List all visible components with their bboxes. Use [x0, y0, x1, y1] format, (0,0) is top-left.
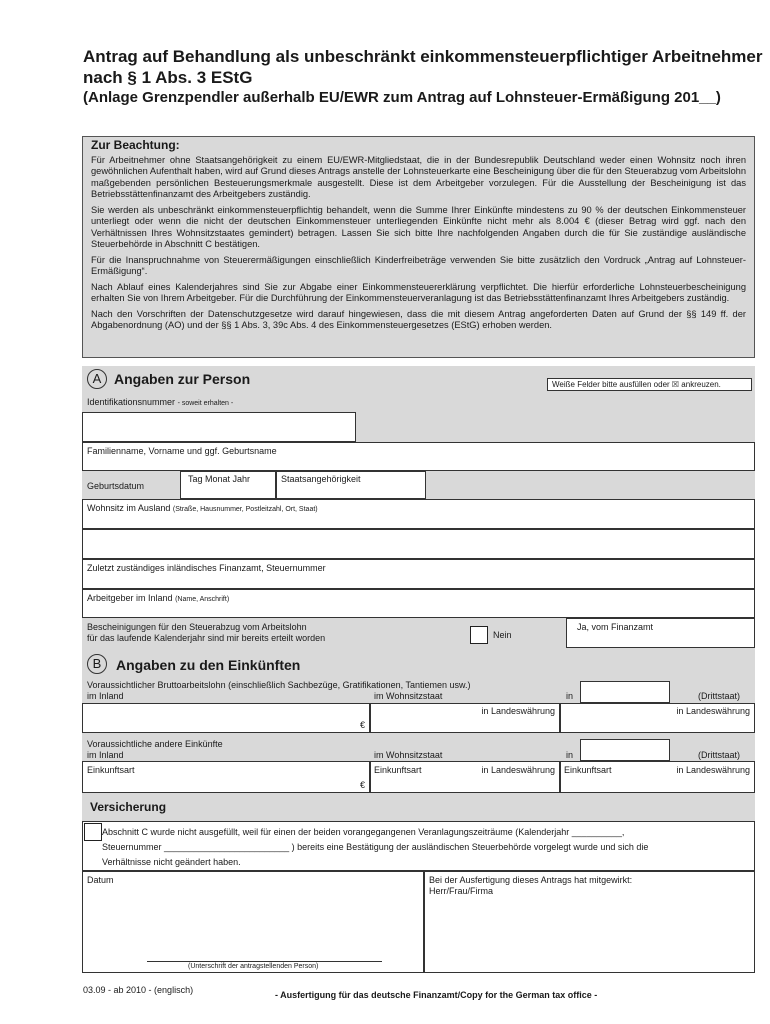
signature-line [147, 961, 382, 962]
insurance-title: Versicherung [90, 800, 167, 814]
form-title: Antrag auf Behandlung als unbeschränkt einkommensteuerpflichtiger Arbeitnehmer nach § 1 Abs. 3 EStG [83, 47, 763, 87]
notice-heading: Zur Beachtung: [91, 138, 180, 152]
id-number-label: Identifikationsnummer - soweit erhalten - [87, 397, 234, 407]
section-a-title: Angaben zur Person [114, 371, 251, 387]
no-label: Nein [493, 630, 512, 640]
local-currency-label: in Landeswährung [676, 765, 750, 775]
id-number-field[interactable] [82, 412, 356, 442]
birthdate-columns: Tag Monat Jahr [188, 474, 251, 484]
local-currency-label: in Landeswährung [481, 706, 555, 716]
residence-field-2[interactable] [82, 529, 755, 559]
residence-state-label: im Wohnsitzstaat [374, 750, 443, 760]
certificate-label: Bescheinigungen für den Steuerabzug vom Arbeitslohn für das laufende Kalenderjahr sind mir bereits erteilt worden [87, 622, 326, 643]
no-checkbox[interactable] [470, 626, 488, 644]
date-label: Datum [87, 875, 114, 885]
income-type-label: Einkunftsart [87, 765, 135, 775]
third-state-label: (Drittstaat) [698, 691, 741, 701]
tax-office-field[interactable] [82, 559, 755, 589]
notice-paragraph: Für die Inanspruchnahme von Steuerermäßigungen einschließlich Kinderfreibeträge verwenden Sie bitte zusätzlich den Vordruck „Antrag auf Lohnsteuer-Ermäßigung“. [91, 254, 746, 276]
other-residence-field[interactable] [370, 761, 560, 793]
third-state-label: (Drittstaat) [698, 750, 741, 760]
insurance-text: Abschnitt C wurde nicht ausgefüllt, weil für einen der beiden vorangegangenen Veranlagungszeiträume (Kalenderjahr __________, Steuernummer _________________________ ) bereits eine Bestätigung der ausländischen Steuerbehörde vorgelegt wurde und sich die Verhältnisse nicht geändert haben. [102, 827, 649, 867]
nationality-label: Staatsangehörigkeit [281, 474, 361, 484]
local-currency-label: in Landeswährung [676, 706, 750, 716]
section-b-title: Angaben zu den Einkünften [116, 657, 301, 673]
notice-paragraph: Sie werden als unbeschränkt einkommensteuerpflichtig behandelt, wenn die Summe Ihrer Einkünfte mindestens zu 90 % der deutschen Einkommensteuer unterliegt oder wenn die nicht der deutschen Einkommensteuer unterliegenden Einkünfte nicht mehr als 8.004 € (dieser Betrag wird ggf. nach den Verhältnissen Ihres Wohnsitzstaates gemindert) betragen. Lassen Sie sich bitte Ihre nachfolgenden Angaben durch die für Sie zuständige ausländische Steuerbehörde in Abschnitt C bestätigen. [91, 204, 746, 249]
fill-hint: Weiße Felder bitte ausfüllen oder ☒ ankreuzen. [547, 378, 752, 391]
yes-label: Ja, vom Finanzamt [577, 622, 654, 632]
section-b [82, 651, 755, 795]
gross-residence-field[interactable] [370, 703, 560, 733]
signature-label: (Unterschrift der antragstellenden Person) [188, 963, 319, 970]
third-state-name-field-2[interactable] [580, 739, 670, 761]
gross-label: Voraussichtlicher Bruttoarbeitslohn (einschließlich Sachbezüge, Gratifikationen, Tantiemen usw.) im Inland [87, 680, 471, 701]
insurance-statement [82, 821, 755, 871]
income-type-label: Einkunftsart [374, 765, 422, 775]
tax-office-label: Zuletzt zuständiges inländisches Finanzamt, Steuernummer [87, 563, 326, 573]
third-state-name-field[interactable] [580, 681, 670, 703]
nationality-field[interactable] [276, 471, 426, 499]
date-signature-field[interactable] [82, 871, 424, 973]
copy-notice: - Ausfertigung für das deutsche Finanzamt/Copy for the German tax office - [275, 990, 598, 1000]
other-third-state-field[interactable] [560, 761, 755, 793]
notice-box [82, 136, 755, 358]
insurance-checkbox[interactable] [84, 823, 102, 841]
local-currency-label: in Landeswährung [481, 765, 555, 775]
notice-paragraph: Nach Ablauf eines Kalenderjahres sind Sie zur Abgabe einer Einkommensteuererklärung verpflichtet. Die hierfür erforderliche Lohnsteuerbescheinigung erhalten Sie von Ihrem Arbeitgeber. Für die Durchführung der Einkommensteuerveranlagung ist das Betriebsstättenfinanzamt Ihres Arbeitgebers zuständig. [91, 281, 746, 303]
notice-paragraph: Nach den Vorschriften der Datenschutzgesetze wird darauf hingewiesen, dass die mit diesem Antrag angeforderten Daten auf Grund der §§ 149 ff. der Abgabenordnung (AO) und der §§ 1 Abs. 3, 39c Abs. 4 des Einkommensteuergesetzes (EStG) erhoben werden. [91, 308, 746, 330]
form-subtitle: (Anlage Grenzpendler außerhalb EU/EWR zum Antrag auf Lohnsteuer-Ermäßigung 201__) [83, 89, 721, 106]
residence-field[interactable] [82, 499, 755, 529]
section-a [82, 366, 755, 672]
other-inland-field[interactable] [82, 761, 370, 793]
gross-third-state-field[interactable] [560, 703, 755, 733]
name-label: Familienname, Vorname und ggf. Geburtsname [87, 446, 277, 456]
insurance-section [82, 795, 755, 973]
income-type-label: Einkunftsart [564, 765, 612, 775]
yes-tax-office-field[interactable] [566, 618, 755, 648]
euro-label: € [359, 720, 365, 730]
residence-label: Wohnsitz im Ausland (Straße, Hausnummer, Postleitzahl, Ort, Staat) [87, 503, 318, 513]
employer-label: Arbeitgeber im Inland (Name, Anschrift) [87, 593, 230, 603]
residence-state-label: im Wohnsitzstaat [374, 691, 443, 701]
form-version: 03.09 - ab 2010 - (englisch) [83, 985, 194, 995]
in-label: in [566, 750, 574, 760]
in-label: in [566, 691, 574, 701]
section-a-marker: A [87, 369, 107, 389]
birthdate-label: Geburtsdatum [87, 481, 145, 491]
gross-inland-field[interactable] [82, 703, 370, 733]
employer-field[interactable] [82, 589, 755, 618]
notice-paragraph: Für Arbeitnehmer ohne Staatsangehörigkeit zu einem EU/EWR-Mitgliedstaat, die in der Bundesrepublik Deutschland weder einen Wohnsitz noch ihren gewöhnlichen Aufenthalt haben, wird auf Grund dieses Antrags anstelle der Lohnsteuerkarte eine Bescheinigung über die für den Steuerabzug vom Arbeitslohn maßgebenden persönlichen Besteuerungsmerkmale ausgestellt. Diese ist dem Arbeitgeber vorzulegen. Für die Ausstellung der Bescheinigung ist das Betriebsstättenfinanzamt des Arbeitgebers zuständig. [91, 154, 746, 199]
euro-label: € [359, 780, 365, 790]
assistance-label: Bei der Ausfertigung dieses Antrags hat mitgewirkt: Herr/Frau/Firma [429, 875, 633, 896]
other-income-label: Voraussichtliche andere Einkünfte im Inland [87, 739, 223, 760]
name-field[interactable] [82, 442, 755, 471]
assistance-field[interactable] [424, 871, 755, 973]
birthdate-field[interactable] [180, 471, 276, 499]
section-b-marker: B [87, 654, 107, 674]
